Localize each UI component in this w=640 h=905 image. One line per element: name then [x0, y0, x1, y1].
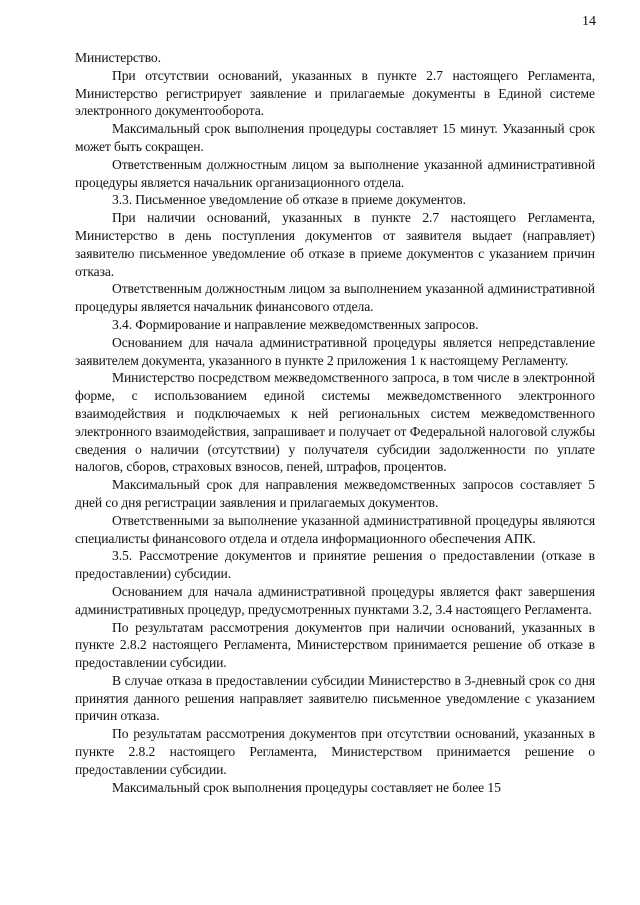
document-body: [75, 49, 595, 796]
paragraph: Ответственными за выполнение указанной административной процедуры являются специалисты финансового отдела и отдела информационного обеспечения АПК.: [75, 512, 595, 546]
section-heading: 3.4. Формирование и направление межведомственных запросов.: [112, 316, 479, 332]
paragraph: Ответственным должностным лицом за выполнение указанной административной процедуры является начальник организационного отдела.: [75, 156, 595, 190]
paragraph: По результатам рассмотрения документов при наличии оснований, указанных в пункте 2.8.2 настоящего Регламента, Министерством принимается решение об отказе в предоставлении субсидии.: [75, 619, 595, 671]
paragraph: Максимальный срок выполнения процедуры составляет 15 минут. Указанный срок может быть сокращен.: [75, 121, 595, 154]
paragraph: При наличии оснований, указанных в пункте 2.7 настоящего Регламента, Министерство в день поступления документов от заявителя выдает (направляет) заявителю письменное уведомление об отказе в приеме документов с указанием причин отказа.: [75, 210, 595, 279]
page-number: 14: [582, 14, 596, 29]
paragraph: По результатам рассмотрения документов при отсутствии оснований, указанных в пункте 2.8.2 настоящего Регламента, Министерством принимается решение о предоставлении субсидии.: [75, 726, 595, 777]
paragraph: Министерство.: [75, 50, 161, 65]
paragraph: Максимальный срок выполнения процедуры составляет не более 15: [112, 779, 501, 795]
paragraph: Основанием для начала административной процедуры является факт завершения административных процедур, предусмотренных пунктами 3.2, 3.4 настоящего Регламента.: [75, 583, 595, 617]
paragraph: Максимальный срок для направления межведомственных запросов составляет 5 дней со дня регистрации заявления и прилагаемых документов.: [75, 477, 595, 510]
paragraph: При отсутствии оснований, указанных в пункте 2.7 настоящего Регламента, Министерство регистрирует заявление и прилагаемые документы в Единой системе электронного документооборота.: [75, 67, 595, 119]
section-heading: 3.5. Рассмотрение документов и принятие решения о предоставлении (отказе в предоставлении) субсидии.: [75, 548, 595, 582]
section-heading: 3.3. Письменное уведомление об отказе в приеме документов.: [112, 192, 466, 208]
paragraph: Основанием для начала административной процедуры является непредставление заявителем документа, указанного в пункте 2 приложения 1 к настоящему Регламенту.: [75, 334, 595, 368]
paragraph: В случае отказа в предоставлении субсидии Министерство в 3-дневный срок со дня принятия данного решения направляет заявителю письменное уведомление с указанием причин отказа.: [75, 672, 595, 724]
paragraph: Ответственным должностным лицом за выполнением указанной административной процедуры является начальник финансового отдела.: [75, 281, 595, 315]
paragraph: Министерство посредством межведомственного запроса, в том числе в электронной форме, с использованием единой системы межведомственного электронного взаимодействия и подключаемых к ней региональных систем межведомственного электронного взаимодействия, запрашивает и получает от Федеральной налоговой службы сведения о наличии (отсутствии) у получателя субсидии задолженности по уплате налогов, сборов, страховых взносов, пеней, штрафов, процентов.: [75, 370, 595, 475]
